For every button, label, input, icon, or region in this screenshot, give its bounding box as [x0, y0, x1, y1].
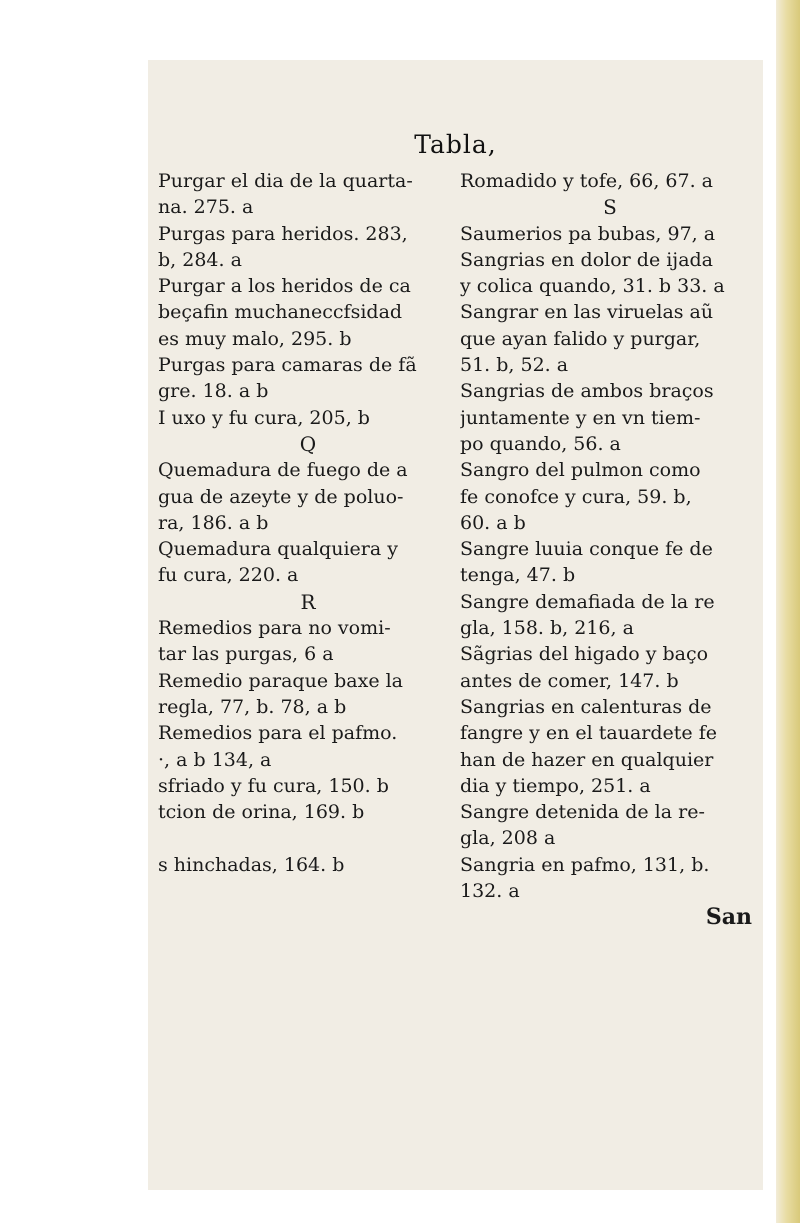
right-index-line: Sangrias de ambos braços: [460, 380, 714, 403]
right-index-line: Romadido y tofe, 66, 67. a: [460, 170, 714, 192]
right-index-line: Sangria en pafmo, 131, b.: [460, 853, 710, 876]
left-index-line: Purgas para heridos. 283,: [158, 222, 408, 245]
left-index-line: tar las purgas, 6 a: [158, 643, 334, 666]
right-index-line: antes de comer, 147. b: [460, 669, 679, 692]
right-index-line: juntamente y en vn tiem-: [460, 406, 701, 429]
right-index-line: dia y tiempo, 251. a: [460, 774, 651, 797]
left-index-line: beçafin muchaneccfsidad: [158, 301, 403, 324]
book-edge: [776, 0, 800, 1223]
right-index-line: tenga, 47. b: [460, 564, 576, 587]
left-index-line: s hinchadas, 164. b: [158, 853, 345, 876]
right-index-line: 132. a: [460, 880, 520, 903]
left-index-line: gua de azeyte y de poluo-: [158, 485, 404, 508]
right-column: [460, 168, 760, 931]
left-index-line: Purgas para camaras de fã: [158, 354, 417, 377]
right-index-line: Saumerios pa bubas, 97, a: [460, 222, 716, 245]
right-index-line: Sangrias en dolor de ijada: [460, 248, 714, 271]
left-index-line: [158, 825, 458, 851]
right-index-line: fangre y en el tauardete fe: [460, 722, 717, 745]
book-page: [148, 60, 763, 1190]
right-index-line: y colica quando, 31. b 33. a: [460, 275, 725, 298]
left-index-line: na. 275. a: [158, 196, 254, 219]
left-index-line: Remedios para no vomi-: [158, 617, 391, 640]
left-index-line: b, 284. a: [158, 248, 242, 271]
left-index-line: Remedio paraque baxe la: [158, 669, 404, 692]
right-index-line: gla, 208 a: [460, 827, 556, 850]
left-index-line: fu cura, 220. a: [158, 564, 299, 587]
left-index-line: Quemadura de fuego de a: [158, 459, 408, 482]
left-index-line: ra, 186. a b: [158, 511, 269, 534]
left-index-line: es muy malo, 295. b: [158, 327, 352, 350]
left-column: [158, 168, 458, 878]
left-index-line: I uxo y fu cura, 205, b: [158, 406, 370, 429]
page-title: Tabla,: [414, 130, 497, 159]
catchword: San: [705, 904, 752, 931]
left-section-letter: R: [300, 589, 316, 614]
right-index-line: Sangre demafiada de la re: [460, 590, 715, 613]
right-index-line: Sangre luuia conque fe de: [460, 538, 713, 561]
left-index-line: tcion de orina, 169. b: [158, 801, 365, 824]
left-index-line: Quemadura qualquiera y: [158, 538, 398, 561]
right-index-line: que ayan falido y purgar,: [460, 327, 701, 350]
left-index-line: Purgar a los heridos de ca: [158, 275, 411, 298]
left-index-line: Remedios para el pafmo.: [158, 722, 398, 745]
left-section-letter: Q: [299, 431, 317, 456]
right-index-line: 60. a b: [460, 511, 526, 534]
right-index-line: Sangrar en las viruelas aũ: [460, 301, 714, 324]
right-index-line: Sangro del pulmon como: [460, 459, 701, 482]
right-index-line: Sangrias en calenturas de: [460, 695, 712, 718]
right-index-line: gla, 158. b, 216, a: [460, 617, 634, 640]
left-index-line: gre. 18. a b: [158, 380, 269, 403]
right-index-line: 51. b, 52. a: [460, 354, 569, 377]
left-index-line: Purgar el dia de la quarta-: [158, 170, 413, 192]
right-index-line: Sãgrias del higado y baço: [460, 643, 709, 666]
left-index-line: ·, a b 134, a: [158, 748, 272, 771]
right-index-line: fe conofce y cura, 59. b,: [460, 485, 692, 508]
left-index-line: regla, 77, b. 78, a b: [158, 695, 347, 718]
right-index-line: Sangre detenida de la re-: [460, 801, 705, 824]
right-index-line: po quando, 56. a: [460, 432, 621, 455]
right-section-letter: S: [603, 195, 617, 220]
right-index-line: han de hazer en qualquier: [460, 748, 714, 771]
left-index-line: sfriado y fu cura, 150. b: [158, 774, 389, 797]
